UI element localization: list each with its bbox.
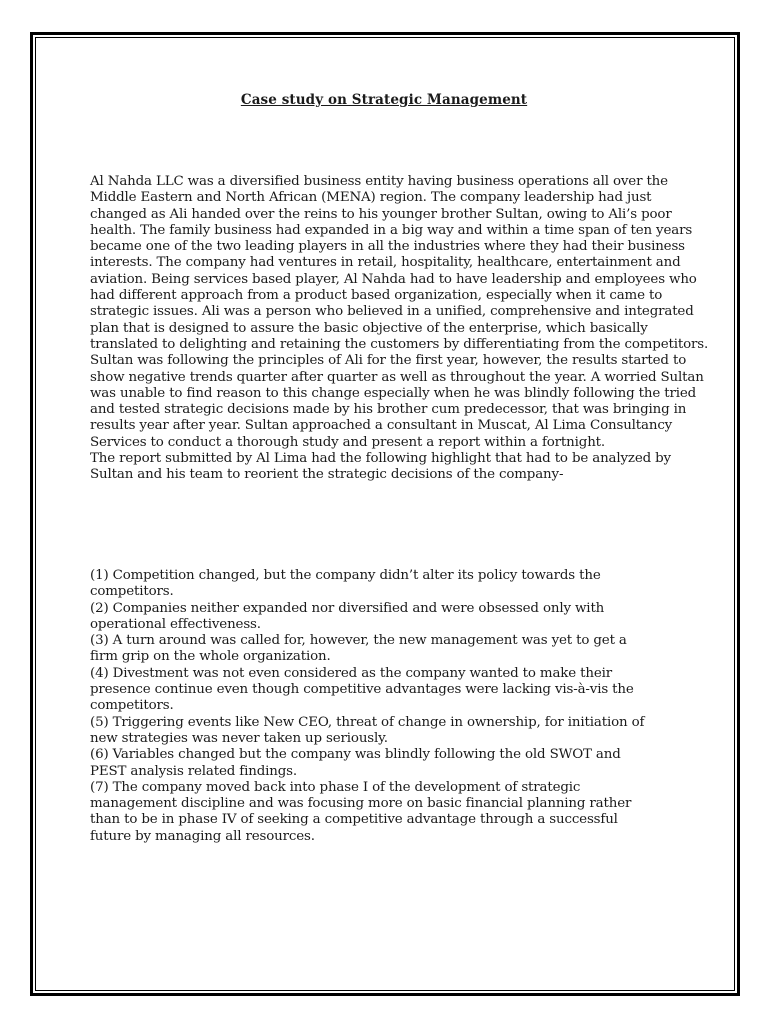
report-intro-paragraph: The report submitted by Al Lima had the following highlight that had to be analyzed by Sultan and his team to reorient the strategic decisions of the company- [90, 451, 671, 483]
narrative-paragraph: Al Nahda LLC was a diversified business entity having business operations all over the Middle Eastern and North African (MENA) region. The company leadership had just changed as Ali handed over the reins to his younger brother Sultan, owing to Ali’s poor health. The family business had expanded in a big way and within a time span of ten years became one of the two leading players in all the industries where they had their business interests. The company had ventures in retail, hospitality, healthcare, entertainment and aviation. Being services based player, Al Nahda had to have leadership and employees who had different approach from a product based organization, especially when it came to strategic issues. Ali was a person who believed in a unified, comprehensive and integrated plan that is designed to assure the basic objective of the enterprise, which basically translated to delighting and retaining the customers by differentiating from the competitors. Sultan was following the principles of Ali for the first year, however, the results started to show negative trends quarter after quarter as well as throughout the year. A worried Sultan was unable to find reason to this change especially when he was blindly following the tried and tested strategic decisions made by his brother cum predecessor, that was bringing in results year after year. Sultan approached a consultant in Muscat, Al Lima Consultancy Services to conduct a thorough study and present a report within a fortnight. [90, 174, 709, 450]
finding-item: (2) Companies neither expanded nor diversified and were obsessed only with operational effectiveness. [90, 600, 605, 632]
document-title: Case study on Strategic Management [240, 92, 528, 108]
finding-item: (5) Triggering events like New CEO, threat of change in ownership, for initiation of new strategies was never taken up seriously. [90, 714, 645, 746]
report-findings-list [90, 568, 650, 845]
finding-item: (1) Competition changed, but the company didn’t alter its policy towards the competitors. [90, 568, 601, 600]
case-narrative [90, 174, 712, 484]
finding-item: (7) The company moved back into phase I of the development of strategic management discipline and was focusing more on basic financial planning rather than to be in phase IV of seeking a competitive advantage through a successful future by managing all resources. [90, 779, 632, 844]
finding-item: (6) Variables changed but the company was blindly following the old SWOT and PEST analysis related findings. [90, 747, 621, 779]
finding-item: (4) Divestment was not even considered as the company wanted to make their presence continue even though competitive advantages were lacking vis-à-vis the competitors. [90, 665, 634, 714]
finding-item: (3) A turn around was called for, however, the new management was yet to get a firm grip on the whole organization. [90, 633, 627, 665]
